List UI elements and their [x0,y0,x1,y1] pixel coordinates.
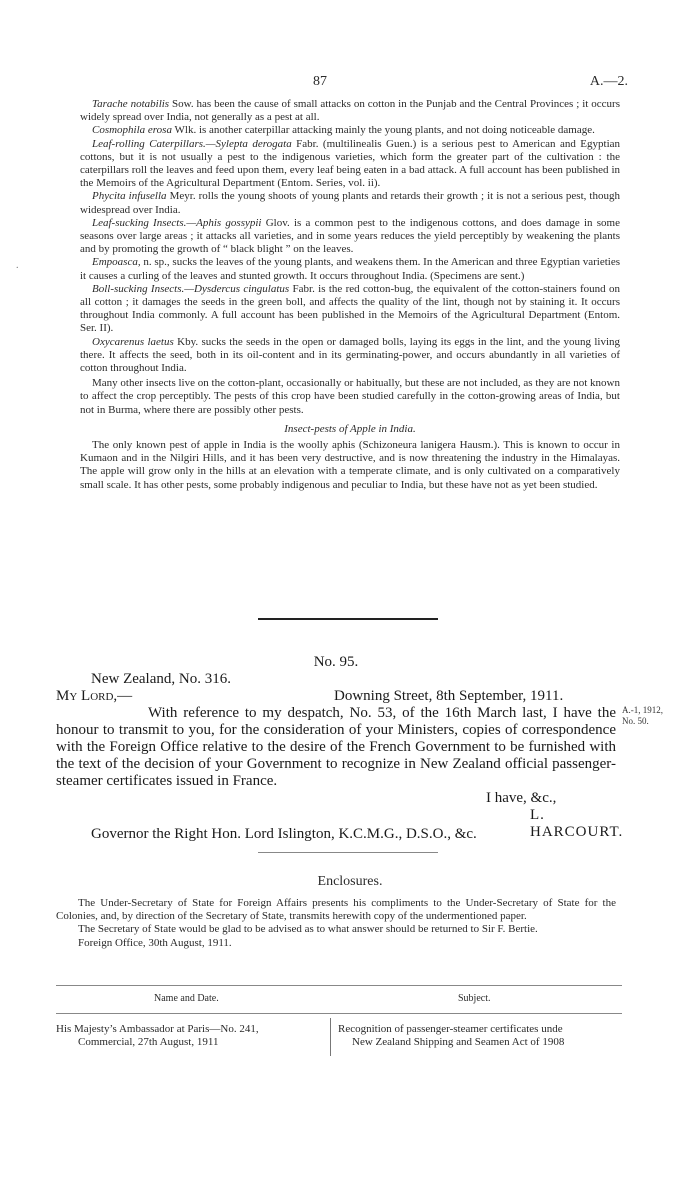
closing: I have, &c., [486,790,557,806]
addressee: Governor the Right Hon. Lord Islington, K.C.M.G., D.S.O., &c. [91,826,477,842]
despatch-number: No. 95. [313,654,359,670]
paragraph: Oxycarenus laetus Kby. sucks the seeds in the open or damaged bolls, laying its eggs in the lint, and the young living there. It affects the seed, both in its oil-content and in its germinating-power, and occurs abundantly in all varieties of cotton throughout India. [80,335,620,375]
address-date: Downing Street, 8th September, 1911. [334,688,564,704]
signature: L. HARCOURT. [530,807,624,840]
paragraph: Cosmophila erosa Wlk. is another caterpillar attacking mainly the young plants, and not doing noticeable damage. [92,124,595,137]
colony-reference: New Zealand, No. 316. [91,671,231,687]
margin-mark: . [16,260,19,271]
section-divider [258,618,438,620]
paragraph: Leaf-rolling Caterpillars.—Sylepta derogata Fabr. (multilinealis Guen.) is a serious pest to American and Egyptian cottons, but it is not usually a pest to the indigenous varieties, which form the greater part of the cultivation : the caterpillars roll the leaves and feed upon them, every leaf being eaten in a bad attack. A full account has been published in the Memoirs of the Agricultural Department (Entom. Series, vol. ii). [80,137,621,190]
enclosures-text: The Under-Secretary of State for Foreign Affairs presents his compliments to the Under-Secretary of State for the Colonies, and, by direction of the Secretary of State, transmits herewith copy of the undermentioned paper. The Secretary of State would be glad to be advised as to what answer should be returned to Sir F. Bertie. Foreign Office, 30th August, 1911. [56,897,616,949]
paragraph: Phycita infusella Meyr. rolls the young shoots of young plants and retards their growth ; it is not a serious pest, though widespread over India. [80,190,620,216]
paragraph: Tarache notabilis Sow. has been the cause of small attacks on cotton in the Punjab and the Central Provinces ; it occurs widely spread over India, not generally as a pest at all. [80,98,620,124]
enclosures-divider [258,852,438,853]
enclosures-heading: Enclosures. [317,874,383,889]
paragraph: Boll-sucking Insects.—Dysdercus cingulatus Fabr. is the red cotton-bug, the equivalent of the cotton-stainers found on all cotton ; it damages the seeds in the green boll, and affects the quality of the lint, though not by staining it. It occurs throughout India commonly. A full account has been published in the Memoirs of the Agricultural Department (Entom. Ser. II). [80,282,621,335]
column-header-name: Name and Date. [154,993,219,1004]
column-divider [330,1018,331,1056]
document-reference: A.—2. [589,74,628,89]
paragraph: Many other insects live on the cotton-plant, occasionally or habitually, but these are not included, as they are not known to affect the crop perceptibly. The pests of this crop have been studied carefully in the cotton-growing areas of India, but not in Burma, where there are possibly other pests. [80,377,620,416]
table-top-rule [56,985,622,986]
salutation: My Lord,— [56,688,133,704]
column-header-subject: Subject. [458,993,491,1004]
page-number: 87 [313,74,327,89]
margin-note: A.-1, 1912, No. 50. [622,705,663,726]
table-cell-subject: Recognition of passenger-steamer certificates unde New Zealand Shipping and Seamen Act of 1908 [338,1023,565,1048]
cotton-pests-section [80,98,620,492]
paragraph: Leaf-sucking Insects.—Aphis gossypii Glov. is a common pest to the indigenous cottons, and does damage in some seasons over large areas ; it attacks all varieties, and in some years reduces the yield perceptibly by weakening the plants and by promoting the growth of “ black blight ” on the leaves. [80,216,620,256]
apple-section-heading: Insect-pests of Apple in India. [284,422,416,435]
paragraph: Empoasca, n. sp., sucks the leaves of the young plants, and weakens them. In the American and three Egyptian varieties it causes a curling of the leaves and stunted growth. It occurs throughout India. (Specimens are sent.) [80,256,620,282]
apple-paragraph: The only known pest of apple in India is the woolly aphis (Schizoneura lanigera Hausm.). This is known to occur in Kumaon and in the Nilgiri Hills, and it has been very destructive, and is now threatening the industry in the Himalayas. The apple will grow only in the hills at an elevation with a temperate climate, and is only cultivated on a comparatively small scale. It has other pests, some probably indigenous and peculiar to India, but these have not as yet been studied. [80,439,620,491]
table-header-rule [56,1013,622,1014]
letter-body: With reference to my despatch, No. 53, of the 16th March last, I have the honour to transmit to you, for the consideration of your Ministers, copies of correspondence with the Foreign Office relative to the desire of the French Government to be furnished with the text of the decision of your Government to recognize in New Zealand official passenger-steamer certificates issued in France. [56,705,616,789]
page-header [0,74,700,94]
table-cell-name: His Majesty’s Ambassador at Paris—No. 241, Commercial, 27th August, 1911 [56,1023,259,1048]
